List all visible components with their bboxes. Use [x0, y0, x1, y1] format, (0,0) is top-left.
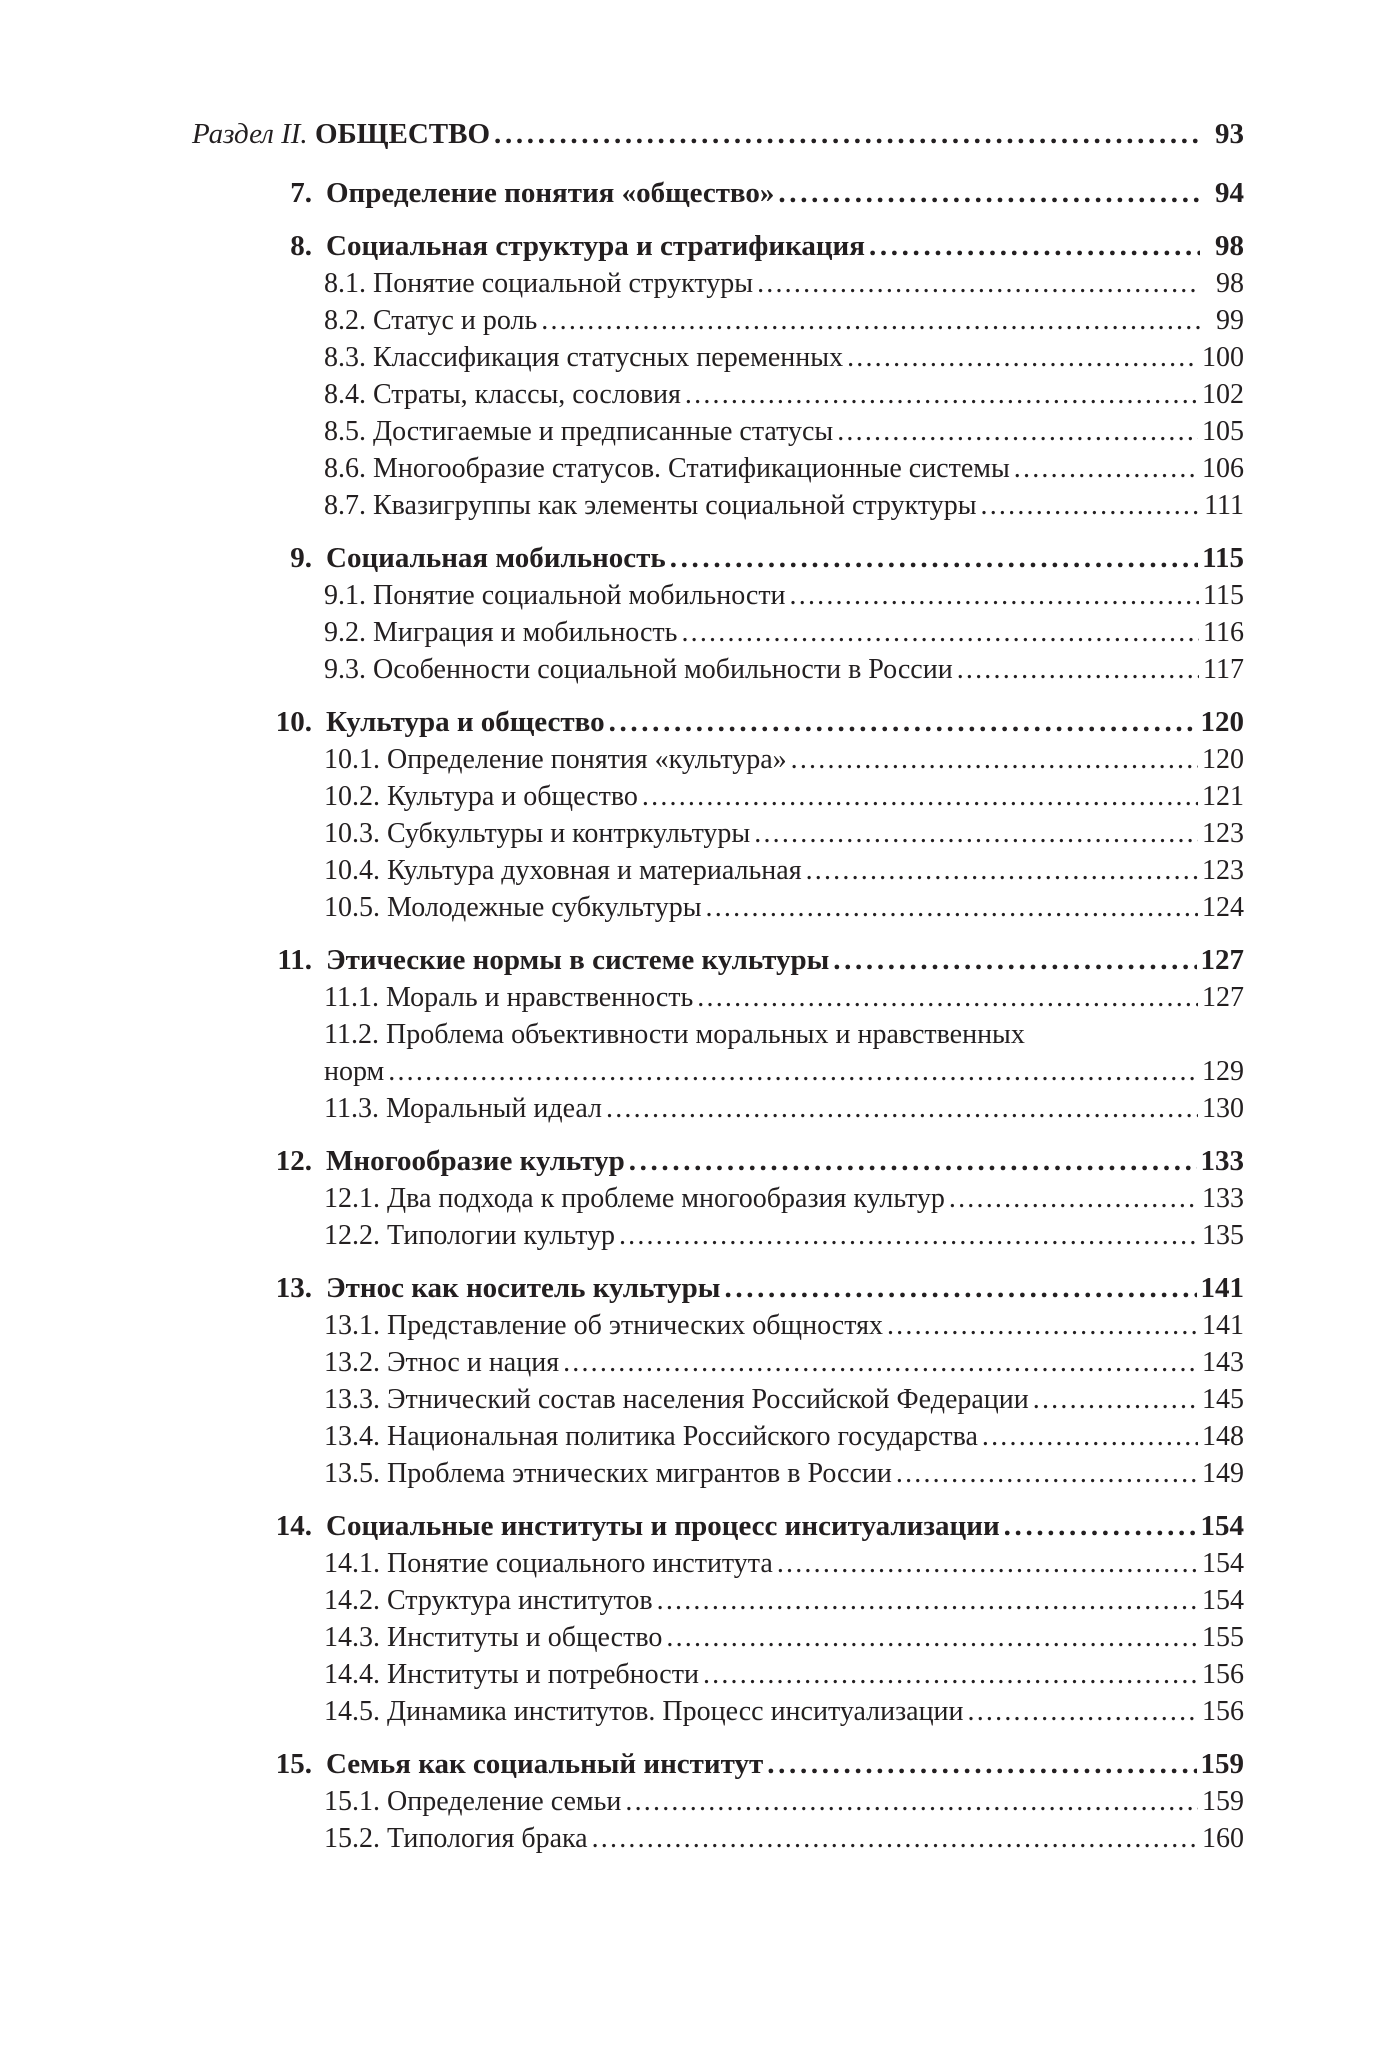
- section-number: 8.5.: [324, 416, 366, 447]
- section-entry[interactable]: [192, 265, 1244, 302]
- page-number: 129: [1202, 1056, 1244, 1087]
- dot-leader: [1014, 450, 1198, 487]
- page-number: 117: [1203, 654, 1244, 685]
- chapter-number: 7.: [290, 177, 312, 209]
- section-number: 9.3.: [324, 654, 366, 685]
- section-number: 14.4.: [324, 1659, 380, 1690]
- dot-leader: [657, 1582, 1198, 1619]
- dot-leader: [790, 577, 1199, 614]
- chapter-number: 11.: [277, 944, 312, 976]
- section-entry[interactable]: [192, 302, 1244, 339]
- chapter-block: [192, 228, 1244, 524]
- dot-leader: [757, 265, 1200, 302]
- section-title: Типологии культур: [387, 1220, 615, 1251]
- dot-leader: [388, 1053, 1198, 1090]
- section-title: Страты, классы, сословия: [373, 379, 681, 410]
- section-entry[interactable]: [192, 1693, 1244, 1730]
- chapter-entry[interactable]: [192, 1746, 1244, 1783]
- section-number: 14.5.: [324, 1696, 380, 1727]
- section-number: 8.6.: [324, 453, 366, 484]
- section-entry[interactable]: [192, 339, 1244, 376]
- dot-leader: [1004, 1508, 1197, 1545]
- page-number: 98: [1215, 230, 1244, 262]
- section-entry[interactable]: [192, 614, 1244, 651]
- section-entry[interactable]: [192, 1307, 1244, 1344]
- page-number: 130: [1202, 1093, 1244, 1124]
- chapter-block: [192, 942, 1244, 1127]
- section-title: Структура институтов: [387, 1585, 653, 1616]
- page-number: 145: [1202, 1384, 1244, 1415]
- dot-leader: [847, 339, 1198, 376]
- chapter-number: 15.: [275, 1748, 312, 1780]
- section-entry[interactable]: [192, 778, 1244, 815]
- page-number: 155: [1202, 1622, 1244, 1653]
- dot-leader: [896, 1455, 1198, 1492]
- chapter-block: [192, 540, 1244, 688]
- dot-leader: [806, 852, 1198, 889]
- section-title: Особенности социальной мобильности в России: [373, 654, 953, 685]
- dot-leader: [837, 413, 1198, 450]
- table-of-contents: [192, 116, 1244, 1857]
- section-title: Понятие социальной мобильности: [373, 580, 786, 611]
- dot-leader: [619, 1217, 1198, 1254]
- section-entry[interactable]: [192, 1619, 1244, 1656]
- dot-leader: [609, 704, 1197, 741]
- section-title: Многообразие статусов. Статификационные системы: [373, 453, 1010, 484]
- chapter-title: Социальная мобильность: [326, 542, 666, 574]
- chapter-number: 13.: [275, 1272, 312, 1304]
- page-number: 156: [1202, 1659, 1244, 1690]
- section-entry[interactable]: [192, 1381, 1244, 1418]
- section-entry[interactable]: [192, 741, 1244, 778]
- page-number: 115: [1203, 580, 1244, 611]
- page-number: 98: [1216, 268, 1244, 299]
- dot-leader: [833, 942, 1196, 979]
- section-title: Этнос и нация: [387, 1347, 560, 1378]
- section-number: 9.2.: [324, 617, 366, 648]
- chapter-entry[interactable]: [192, 175, 1244, 212]
- page-number: 111: [1204, 490, 1244, 521]
- chapter-block: [192, 1270, 1244, 1492]
- section-title: Динамика институтов. Процесс инситуализации: [387, 1696, 964, 1727]
- section-entry[interactable]: [192, 376, 1244, 413]
- dot-leader: [563, 1344, 1198, 1381]
- section-entry[interactable]: [192, 1090, 1244, 1127]
- section-number: 8.4.: [324, 379, 366, 410]
- section-entry[interactable]: [192, 1582, 1244, 1619]
- page-number: 141: [1200, 1272, 1244, 1304]
- section-title: Определение семьи: [387, 1786, 622, 1817]
- section-number: 10.2.: [324, 781, 380, 812]
- chapter-entry[interactable]: [192, 704, 1244, 741]
- section-entry[interactable]: [192, 979, 1244, 1016]
- page-number: 102: [1202, 379, 1244, 410]
- section-number: 12.2.: [324, 1220, 380, 1251]
- section-entry[interactable]: [192, 1820, 1244, 1857]
- page-number: 154: [1202, 1548, 1244, 1579]
- dot-leader: [754, 815, 1198, 852]
- page-number: 100: [1202, 342, 1244, 373]
- chapter-number: 14.: [275, 1510, 312, 1542]
- dot-leader: [592, 1820, 1198, 1857]
- section-number: 9.1.: [324, 580, 366, 611]
- dot-leader: [685, 376, 1198, 413]
- section-number: 11.2.: [324, 1019, 379, 1050]
- page-number: 127: [1200, 944, 1244, 976]
- page-number: 133: [1200, 1145, 1244, 1177]
- chapter-entry[interactable]: [192, 540, 1244, 577]
- section-entry[interactable]: [192, 1545, 1244, 1582]
- dot-leader: [968, 1693, 1198, 1730]
- section-title: Проблема объективности моральных и нравственных: [385, 1019, 1025, 1050]
- chapter-block: [192, 1508, 1244, 1730]
- dot-leader: [706, 889, 1198, 926]
- section-number: 14.3.: [324, 1622, 380, 1653]
- page-number: 123: [1202, 818, 1244, 849]
- chapter-entry[interactable]: [192, 1143, 1244, 1180]
- page-number: 105: [1202, 416, 1244, 447]
- section-title: Субкультуры и контркультуры: [387, 818, 751, 849]
- chapter-block: [192, 1143, 1244, 1254]
- section-number: 13.2.: [324, 1347, 380, 1378]
- section-number: 8.2.: [324, 305, 366, 336]
- chapter-title: Социальная структура и стратификация: [326, 230, 865, 262]
- page-number: 141: [1202, 1310, 1244, 1341]
- section-title: Мораль и нравственность: [385, 982, 694, 1013]
- section-entry[interactable]: [192, 889, 1244, 926]
- section-title: Классификация статусных переменных: [373, 342, 844, 373]
- section-title-continuation: норм: [324, 1056, 385, 1087]
- section-entry[interactable]: [192, 1217, 1244, 1254]
- page-number: 106: [1202, 453, 1244, 484]
- section-title: Институты и потребности: [387, 1659, 699, 1690]
- section-title: Институты и общество: [387, 1622, 663, 1653]
- dot-leader: [982, 1418, 1198, 1455]
- chapter-number: 8.: [290, 230, 312, 262]
- chapter-title: Культура и общество: [326, 706, 605, 738]
- section-entry[interactable]: [192, 1344, 1244, 1381]
- page-number: 160: [1202, 1823, 1244, 1854]
- section-number: 10.4.: [324, 855, 380, 886]
- section-title: Определение понятия «культура»: [387, 744, 787, 775]
- section-title: Миграция и мобильность: [373, 617, 678, 648]
- section-number: 11.3.: [324, 1093, 379, 1124]
- page-number: 154: [1202, 1585, 1244, 1616]
- section-title: Типология брака: [387, 1823, 588, 1854]
- section-title: Квазигруппы как элементы социальной структуры: [373, 490, 977, 521]
- chapter-entry[interactable]: [192, 228, 1244, 265]
- dot-leader: [778, 175, 1200, 212]
- dot-leader: [957, 651, 1199, 688]
- section-entry[interactable]: [192, 1455, 1244, 1492]
- section-number: 13.1.: [324, 1310, 380, 1341]
- section-number: 8.3.: [324, 342, 366, 373]
- dot-leader: [777, 1545, 1198, 1582]
- page-number: 123: [1202, 855, 1244, 886]
- chapter-entry[interactable]: [192, 1508, 1244, 1545]
- chapter-number: 10.: [275, 706, 312, 738]
- part-label: Раздел II.: [192, 118, 308, 150]
- section-number: 12.1.: [324, 1183, 380, 1214]
- section-entry[interactable]: [192, 815, 1244, 852]
- dot-leader: [629, 1143, 1197, 1180]
- page-number: 120: [1200, 706, 1244, 738]
- page-number: 120: [1202, 744, 1244, 775]
- chapter-title: Многообразие культур: [326, 1145, 625, 1177]
- page-number: 135: [1202, 1220, 1244, 1251]
- chapter-number: 12.: [275, 1145, 312, 1177]
- section-entry[interactable]: [192, 1180, 1244, 1217]
- page-number: 149: [1202, 1458, 1244, 1489]
- section-entry[interactable]: [192, 651, 1244, 688]
- section-entry[interactable]: [192, 487, 1244, 524]
- section-title: Культура и общество: [387, 781, 638, 812]
- section-entry[interactable]: [192, 450, 1244, 487]
- dot-leader: [981, 487, 1200, 524]
- section-number: 14.2.: [324, 1585, 380, 1616]
- section-title: Понятие социального института: [387, 1548, 773, 1579]
- section-number: 8.1.: [324, 268, 366, 299]
- part-entry[interactable]: [192, 116, 1244, 153]
- section-title: Понятие социальной структуры: [373, 268, 754, 299]
- section-entry[interactable]: [192, 1016, 1244, 1053]
- dot-leader: [670, 540, 1198, 577]
- part-title: ОБЩЕСТВО: [314, 118, 491, 150]
- page-number: 124: [1202, 892, 1244, 923]
- chapter-list: [192, 175, 1244, 1857]
- chapter-title: Семья как социальный институт: [326, 1748, 764, 1780]
- chapter-entry[interactable]: [192, 1270, 1244, 1307]
- section-title: Национальная политика Российского государства: [387, 1421, 978, 1452]
- dot-leader: [666, 1619, 1198, 1656]
- dot-leader: [887, 1307, 1198, 1344]
- section-entry[interactable]: [192, 1783, 1244, 1820]
- page-number: 148: [1202, 1421, 1244, 1452]
- dot-leader: [703, 1656, 1198, 1693]
- dot-leader: [1033, 1381, 1198, 1418]
- chapter-block: [192, 1746, 1244, 1857]
- section-title: Достигаемые и предписанные статусы: [373, 416, 834, 447]
- chapter-title: Определение понятия «общество»: [326, 177, 775, 209]
- page-number: 99: [1216, 305, 1244, 336]
- section-number: 15.1.: [324, 1786, 380, 1817]
- section-number: 14.1.: [324, 1548, 380, 1579]
- dot-leader: [949, 1180, 1198, 1217]
- section-entry[interactable]: [192, 852, 1244, 889]
- dot-leader: [541, 302, 1200, 339]
- page-number: 143: [1202, 1347, 1244, 1378]
- page-number: 154: [1200, 1510, 1244, 1542]
- section-entry[interactable]: [192, 1418, 1244, 1455]
- dot-leader: [869, 228, 1200, 265]
- page-number: 116: [1203, 617, 1244, 648]
- section-number: 10.3.: [324, 818, 380, 849]
- page-number: 93: [1215, 118, 1244, 150]
- chapter-title: Этические нормы в системе культуры: [326, 944, 830, 976]
- section-number: 13.3.: [324, 1384, 380, 1415]
- dot-leader: [642, 778, 1198, 815]
- page-number: 159: [1200, 1748, 1244, 1780]
- section-number: 10.5.: [324, 892, 380, 923]
- page-number: 94: [1215, 177, 1244, 209]
- section-title: Культура духовная и материальная: [387, 855, 802, 886]
- section-title: Этнический состав населения Российской Федерации: [387, 1384, 1029, 1415]
- chapter-title: Этнос как носитель культуры: [326, 1272, 721, 1304]
- chapter-number: 9.: [290, 542, 312, 574]
- dot-leader: [791, 741, 1198, 778]
- chapter-title: Социальные институты и процесс инситуализации: [326, 1510, 1000, 1542]
- section-entry[interactable]: [192, 577, 1244, 614]
- page-number: 115: [1202, 542, 1244, 574]
- chapter-block: [192, 704, 1244, 926]
- section-title: Два подхода к проблеме многообразия культур: [387, 1183, 945, 1214]
- section-entry[interactable]: [192, 1656, 1244, 1693]
- section-number: 11.1.: [324, 982, 379, 1013]
- chapter-block: [192, 175, 1244, 212]
- page-number: 156: [1202, 1696, 1244, 1727]
- section-entry-continuation[interactable]: [192, 1053, 1244, 1090]
- section-title: Молодежные субкультуры: [387, 892, 702, 923]
- page-number: 159: [1202, 1786, 1244, 1817]
- section-number: 13.4.: [324, 1421, 380, 1452]
- dot-leader: [625, 1783, 1198, 1820]
- section-number: 15.2.: [324, 1823, 380, 1854]
- dot-leader: [681, 614, 1199, 651]
- page-number: 127: [1202, 982, 1244, 1013]
- section-number: 13.5.: [324, 1458, 380, 1489]
- section-title: Представление об этнических общностях: [387, 1310, 883, 1341]
- section-title: Статус и роль: [373, 305, 538, 336]
- chapter-entry[interactable]: [192, 942, 1244, 979]
- page-number: 133: [1202, 1183, 1244, 1214]
- section-entry[interactable]: [192, 413, 1244, 450]
- section-title: Моральный идеал: [385, 1093, 603, 1124]
- section-number: 8.7.: [324, 490, 366, 521]
- section-title: Проблема этнических мигрантов в России: [387, 1458, 892, 1489]
- section-number: 10.1.: [324, 744, 380, 775]
- page-number: 121: [1202, 781, 1244, 812]
- dot-leader: [724, 1270, 1196, 1307]
- dot-leader: [767, 1746, 1196, 1783]
- dot-leader: [606, 1090, 1198, 1127]
- dot-leader: [494, 116, 1200, 153]
- dot-leader: [697, 979, 1198, 1016]
